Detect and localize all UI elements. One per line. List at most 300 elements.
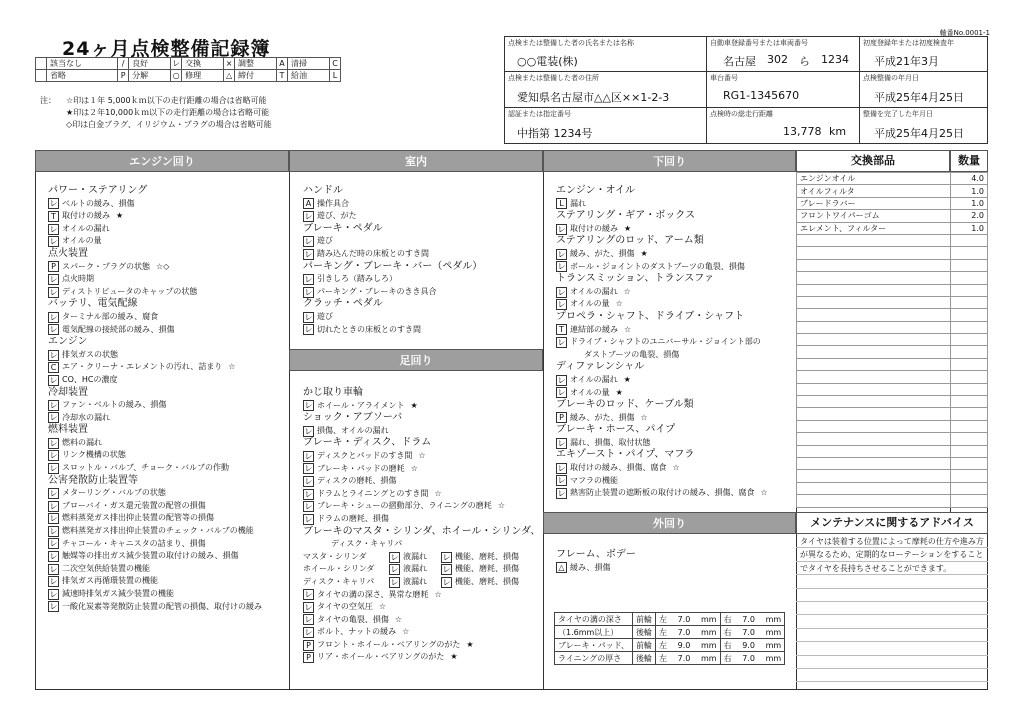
check-box[interactable]: レ [49,224,58,234]
check-label: タイヤの溝の深さ、異常な磨耗 [317,589,429,599]
omission-mark: ☆ [672,463,680,473]
check-item [556,562,636,575]
check-label: 遊び、がた [317,211,357,221]
check-box[interactable]: レ [304,476,313,486]
check-item [303,198,482,211]
tire-brake-table [554,612,785,665]
part-quantity [951,309,988,321]
tire-cell: 左 [656,626,671,639]
vehicle-info-block [504,36,988,144]
legend-meaning: 調整 [235,58,277,70]
check-box[interactable]: レ [49,400,58,410]
odometer-unit: km [829,125,847,138]
check-box[interactable]: レ [304,249,313,259]
part-name [797,470,951,482]
check-label: チャコール・キャニスタの詰まり、損傷 [62,538,206,548]
check-box[interactable]: レ [557,476,566,486]
certification-value: 中指第 1234号 [517,127,593,140]
check-label: 漏れ、損傷、取付状態 [570,437,651,447]
omission-mark: ☆ [434,589,442,599]
tire-cell: 右 [720,639,735,652]
part-name [797,259,951,271]
check-box[interactable]: レ [557,287,566,297]
check-item [556,374,768,387]
inspection-date-cell [859,71,988,108]
legend-symbol: L [330,70,341,82]
category-heading: ショック・アブソーバ [303,412,403,424]
check-box[interactable]: レ [304,502,313,512]
category-heading: エンジン・オイル [556,185,635,196]
owner-cell [504,36,707,72]
tire-cell: 前輪 [633,613,656,626]
check-box[interactable]: レ [304,274,313,284]
legend-meaning: 該当なし [47,58,118,70]
interior-items [303,185,482,336]
check-label: 減速時排気ガス減少装置の機能 [62,589,174,598]
first-registration-value: 平成21年3月 [874,55,939,68]
check-item [48,512,262,525]
check-item [303,614,540,627]
check-box[interactable]: レ [49,577,58,587]
check-box[interactable]: P [303,640,314,651]
field-label: 整備を完了した年月日 [863,110,933,118]
check-item [303,311,482,324]
part-name [797,495,951,507]
check-item [303,286,482,299]
check-label: マフラの機能 [570,475,618,485]
part-name [797,445,951,457]
owner-value: ○○電装(株) [517,55,578,68]
check-box[interactable]: A [303,198,314,209]
part-quantity [951,457,988,469]
check-label: ターミナル部の緩み、腐食 [62,311,159,321]
category-heading: ステアリング・ギア・ボックス [556,210,696,222]
check-box[interactable]: レ [49,552,58,562]
check-box[interactable]: レ [304,426,313,436]
check-label: 電気配線の接続部の緩み、損傷 [62,324,175,334]
check-item [48,462,262,475]
check-box[interactable]: レ [49,350,58,360]
check-item [48,601,262,614]
check-box[interactable]: △ [556,562,567,573]
check-box[interactable]: レ [49,237,58,247]
check-item [303,273,482,286]
part-name: ブレードラバー [797,197,951,209]
category-heading: パワー・ステアリング [48,185,148,196]
check-box[interactable]: レ [304,287,313,297]
notes [40,95,272,131]
category-heading: 燃料装置 [48,424,88,436]
parts-table [796,172,988,508]
omission-mark: ★ [410,400,418,410]
check-box[interactable]: レ [49,438,58,448]
legend-symbol: レ [172,58,181,68]
check-box[interactable]: レ [49,489,58,499]
omission-mark: ★ [466,639,474,649]
completion-date-cell [859,107,988,144]
note-line: ★印は２年10,000ｋｍ以下の走行距離の場合は省略可能 [66,108,270,117]
check-box[interactable]: レ [557,463,566,473]
check-box[interactable]: レ [390,552,399,562]
check-box[interactable]: レ [304,312,313,322]
check-box[interactable]: レ [304,514,313,524]
omission-mark: ☆ [402,627,410,637]
check-label: エア・クリーナ・エレメントの汚れ、詰まり [62,362,223,372]
inspection-date-value: 平成25年4月25日 [874,91,964,104]
part-quantity [951,358,988,370]
check-label: 損傷、オイルの漏れ [317,425,389,435]
check-label: スロットル・バルブ、チョーク・バルブの作動 [62,463,229,473]
omission-mark: ☆ [497,501,505,511]
omission-mark: ☆ [760,488,768,498]
check-label: ホイール・アライメント [317,400,405,410]
check-box[interactable]: レ [49,539,58,549]
check-box[interactable]: P [303,652,314,663]
check-box[interactable]: レ [49,413,58,423]
header-parts: 交換部品 [796,150,950,172]
check-item [48,324,262,337]
check-box[interactable]: レ [49,312,58,322]
check-item [48,235,262,248]
check-label: 一酸化炭素等発散防止装置の配管の損傷、取付けの緩み [62,601,262,611]
check-box[interactable]: レ [390,577,399,587]
check-box[interactable]: レ [557,375,566,385]
tire-cell: 左 [656,639,671,652]
tire-cell: 右 [720,613,735,626]
part-quantity [951,284,988,296]
check-label: リア・ホイール・ベアリングのがた [317,652,445,662]
registration-cell [706,36,860,72]
part-quantity [951,334,988,346]
legend-symbol [36,70,47,82]
part-quantity: 1.0 [951,197,988,209]
field-label: 自動車登録番号または車両番号 [710,39,808,47]
check-item [48,210,262,223]
tire-cell: mm [698,652,720,665]
check-box[interactable]: レ [49,274,58,284]
check-item [48,575,262,588]
check-box[interactable]: レ [49,526,58,536]
check-label: ブレーキ・シューの摺動部分、ライニングの磨耗 [317,501,492,511]
field-label: 車台番号 [710,74,738,82]
part-name [797,482,951,494]
part-quantity [951,259,988,271]
check-item [556,437,768,450]
part-name [797,309,951,321]
check-box[interactable]: P [556,412,567,423]
legend-meaning: 締付 [235,70,277,82]
check-label: ドライブ・シャフトのユニバーサル・ジョイント部の [570,337,761,347]
check-label: 切れたときの床板とのすき間 [317,324,421,334]
omission-mark: ☆ [615,299,623,309]
check-label: パーキング・ブレーキのきき具合 [317,286,437,296]
check-box[interactable]: レ [304,211,313,221]
legend-meaning: 清掃 [288,58,330,70]
check-box[interactable]: レ [304,489,313,499]
part-name [797,247,951,259]
check-label: 排気ガス再循環装置の機能 [62,576,158,586]
check-box[interactable]: レ [49,589,58,599]
legend-meaning: 省略 [47,70,118,82]
check-box[interactable]: レ [557,224,566,234]
check-label: スパーク・プラグの状態 [62,261,150,271]
omission-mark: ★ [640,248,648,258]
field-label: 点検時の総走行距離 [710,110,773,118]
check-label: 液漏れ [403,551,427,561]
item-continuation: ディスク・キャリパ [331,539,403,549]
check-box[interactable]: レ [49,199,58,209]
tire-cell: 後輪 [633,652,656,665]
check-box[interactable]: C [48,362,59,373]
check-item [48,361,262,374]
category-heading: エキゾースト・パイプ、マフラ [556,449,695,461]
exterior-items [556,549,636,574]
part-name: エンジンオイル [797,173,951,185]
first-registration-cell [859,36,988,72]
field-label: 初度登録年または初度検査年 [863,39,954,47]
legend-symbol [36,58,47,70]
part-quantity [951,234,988,246]
page-title: 24ヶ月点検整備記録簿 [62,38,271,60]
check-item [556,475,768,488]
category-heading: ブレーキのマスタ・シリンダ、ホイール・シリンダ、 [303,525,541,537]
check-item [303,639,540,652]
part-quantity [951,495,988,507]
check-item [48,538,262,551]
field-label: 点検整備の年月日 [863,74,919,82]
part-quantity [951,408,988,420]
category-heading: ディファレンシャル [556,361,645,373]
part-quantity [951,247,988,259]
check-label: 触媒等の排出ガス減少装置の取付けの緩み、損傷 [62,551,239,561]
part-quantity [951,420,988,432]
part-quantity [951,383,988,395]
check-box[interactable]: レ [557,489,566,499]
part-quantity [951,321,988,333]
check-item [556,487,768,500]
check-label: 液漏れ [403,576,427,586]
check-box[interactable]: レ [442,552,451,562]
part-quantity [951,482,988,494]
suspension-items [303,387,540,664]
part-quantity [951,396,988,408]
check-box[interactable]: L [556,198,567,209]
check-item [48,399,262,412]
check-label: タイヤの亀裂、損傷 [317,614,389,624]
check-box[interactable]: レ [557,262,566,272]
check-box[interactable]: レ [442,577,451,587]
field-label: 認証または指定番号 [508,110,571,118]
completion-date-value: 平成25年4月25日 [874,127,964,140]
legend-symbol: / [118,58,129,70]
field-label: 点検または整備した者の氏名または名称 [508,39,634,47]
check-box[interactable]: レ [49,287,58,297]
check-item [48,286,262,299]
check-box[interactable]: レ [304,325,313,335]
tire-cell: mm [698,613,720,626]
check-label: 燃料蒸発ガス排出抑止装置のチェック・バルブの機能 [62,526,254,536]
check-label: タイヤの空気圧 [317,602,373,612]
check-item [556,286,768,299]
omission-mark: ☆ [640,412,648,422]
measurement-value: 9.0 [735,639,763,652]
header-suspension: 足回り [289,349,543,371]
tire-row-label: （1.6mm以上） [555,626,633,639]
check-box[interactable]: レ [304,464,313,474]
cylinder-row [303,551,540,564]
check-label: オイルの量 [570,299,610,309]
check-item [556,198,768,211]
check-box[interactable]: レ [557,300,566,310]
tire-cell: 右 [720,626,735,639]
part-name [797,433,951,445]
check-label: ブローバイ・ガス還元装置の配管の損傷 [62,500,206,510]
check-label: 二次空気供給装置の機能 [62,563,150,573]
tire-row-label: ライニングの厚さ [555,652,633,665]
check-label: ボール・ジョイントのダストブーツの亀裂、損傷 [570,261,745,271]
part-name: エレメント、フィルター [797,222,951,234]
check-item [48,311,262,324]
check-label: ドラムの磨耗、損傷 [317,513,389,523]
omission-mark: ★ [615,387,623,397]
header-quantity: 数量 [950,150,988,172]
omission-mark: ☆ [623,286,631,296]
part-quantity [951,296,988,308]
check-box[interactable]: レ [442,565,451,575]
note-line: ☆印は１年 5,000ｋｍ以下の走行距離の場合は省略可能 [66,96,267,105]
check-label: 踏み込んだ時の床板とのすき間 [317,248,429,258]
tire-cell: 左 [656,652,671,665]
legend-meaning: 分解 [129,70,171,82]
part-name [797,371,951,383]
check-label: 排気ガスの状態 [62,349,118,359]
reg-class: 302 [767,53,788,66]
check-item [303,463,540,476]
header-interior: 室内 [289,150,543,172]
part-quantity: 1.0 [951,222,988,234]
omission-mark: ★ [623,374,631,384]
check-box[interactable]: レ [557,438,566,448]
check-label: オイルの漏れ [570,286,618,296]
check-box[interactable]: P [48,261,59,272]
check-box[interactable]: レ [304,615,313,625]
legend-meaning: 修理 [182,70,224,82]
header-exterior: 外回り [543,512,796,534]
check-box[interactable]: T [556,324,567,335]
check-box[interactable]: レ [49,602,58,612]
check-box[interactable]: レ [557,337,566,347]
chassis-cell [706,71,860,108]
check-item [556,223,768,236]
tire-row-label: ブレーキ・パッド、 [555,639,633,652]
check-box[interactable]: レ [304,237,313,247]
cylinder-row [303,563,540,576]
check-label: 緩み、損傷 [570,562,611,572]
check-box[interactable]: レ [49,564,58,574]
legend-meaning: 交換 [182,58,224,70]
field-label: 点検または整備した者の住所 [508,74,599,82]
check-box[interactable]: レ [304,401,313,411]
check-label: オイルの漏れ [62,223,110,233]
certification-cell [504,107,707,144]
legend-meaning: 良好 [129,58,171,70]
category-heading: かじ取り車輪 [303,387,363,398]
part-name [797,358,951,370]
check-label: 機能、磨耗、損傷 [455,564,519,574]
check-box[interactable]: レ [304,451,313,461]
part-name: オイルフィルタ [797,185,951,197]
check-item [48,412,262,425]
check-item [303,475,540,488]
check-item [556,462,768,475]
part-name [797,234,951,246]
category-heading: ハンドル [303,185,343,196]
omission-mark: ☆ [434,488,442,498]
check-box[interactable]: レ [49,451,58,461]
cylinder-row [303,576,540,589]
check-label: フロント・ホイール・ベアリングのがた [317,639,461,649]
tire-cell: mm [763,652,785,665]
check-item [48,374,262,387]
check-box[interactable]: レ [49,501,58,511]
category-heading: ブレーキのロッド、ケーブル類 [556,399,694,411]
check-label: 点火時期 [62,274,94,284]
check-box[interactable]: レ [49,325,58,335]
category-heading: バッテリ、電気配線 [48,298,138,310]
check-box[interactable]: レ [557,388,566,398]
check-box[interactable]: レ [557,249,566,259]
check-item [48,500,262,513]
check-box[interactable]: T [48,211,59,222]
check-box[interactable]: レ [49,375,58,385]
check-label: ドラムとライニングとのすき間 [317,488,429,498]
category-heading: 冷却装置 [48,386,88,398]
odometer-value: 13,778 [783,125,822,138]
check-item [48,449,262,462]
part-quantity: 2.0 [951,210,988,222]
part-quantity: 4.0 [951,173,988,185]
check-box[interactable]: レ [304,602,313,612]
check-item [556,248,768,261]
check-box[interactable]: レ [304,590,313,600]
legend-symbol: T [277,70,288,82]
part-name [797,272,951,284]
category-heading: ブレーキ・ペダル [303,222,383,234]
check-item [303,500,540,513]
tire-cell: 前輪 [633,639,656,652]
part-name [797,296,951,308]
part-quantity [951,272,988,284]
tire-cell: 左 [656,613,671,626]
check-box[interactable]: レ [390,565,399,575]
part-quantity: 1.0 [951,185,988,197]
address-value: 愛知県名古屋市△△区××1-2-3 [517,91,670,104]
check-box[interactable]: レ [304,628,313,638]
item-continuation: ダストブーツの亀裂、損傷 [584,349,680,359]
check-box[interactable]: レ [49,514,58,524]
part-quantity [951,470,988,482]
part-name [797,334,951,346]
legend-symbol: C [330,58,341,70]
check-box[interactable]: レ [49,463,58,473]
measurement-value: 9.0 [670,639,698,652]
check-label: 熱害防止装置の遮断板の取付けの緩み、損傷、腐食 [570,488,755,498]
check-label: 機能、磨耗、損傷 [455,576,519,586]
check-label: 取付けの緩み [62,211,110,221]
reg-area: 名古屋 [723,55,756,68]
check-label: 機能、磨耗、損傷 [455,551,519,561]
check-item [556,387,768,400]
